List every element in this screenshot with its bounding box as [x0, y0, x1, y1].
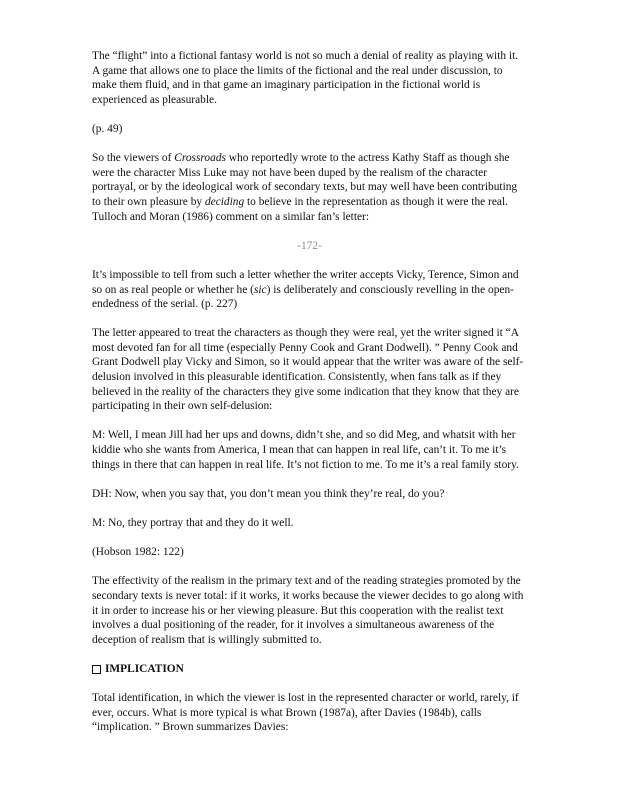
- paragraph-devoted-fan: The letter appeared to treat the characters as though they were real, yet the writer signed it “A most devoted fan for all time (especially Penny Cook and Grant Dodwell). ” Penny Cook and Grant Dodwell play Vicky and Simon, so it would appear that the writer was aware of the self-delusion involved in this pleasurable identification. Consistently, when fans talk as if they believed in the reality of the characters they give some indication that they know that they are participating in their own self-delusion:: [92, 327, 524, 413]
- paragraph-letter-quote: It’s impossible to tell from such a letter whether the writer accepts Vicky, Terence, Simon and so on as real people or whether he (sic) is deliberately and consciously revelling in the open-endedness of the serial. (p. 227): [92, 268, 519, 311]
- interview-m-2: M: No, they portray that and they do it well.: [92, 517, 294, 529]
- paragraph-crossroads: So the viewers of Crossroads who reportedly wrote to the actress Kathy Staff as though she were the character Miss Luke may not have been duped by the realism of the character portrayal, or by the ideological work of secondary texts, but may well have been contributing to their own pleasure by deciding to believe in the representation as though it were the real. Tulloch and Moran (1986) comment on a similar fan’s letter:: [92, 152, 518, 223]
- document-page: [92, 49, 527, 750]
- interview-dh: DH: Now, when you say that, you don’t mean you think they’re real, do you?: [92, 487, 445, 500]
- interview-m-1: M: Well, I mean Jill had her ups and downs, didn’t she, and so did Meg, and whatsit with her kiddie who she wants from America, I mean that can happen in real life, can’t it. To me it’s things in there that can happen in real life. It’s not fiction to me. To me it’s a real family story.: [92, 429, 519, 471]
- paragraph-identification: Total identification, in which the viewer is lost in the represented character or world, rarely, if ever, occurs. What is more typical is what Brown (1987a), after Davies (1984b), calls “implication. ” Brown summarizes Davies:: [92, 692, 519, 734]
- paragraph-flight-quote: The “flight” into a fictional fantasy world is not so much a denial of reality as playing with it. A game that allows one to place the limits of the fictional and the real under discussion, to make them fluid, and in that game an imaginary participation in the fictional world is experienced as pleasurable.: [92, 50, 519, 106]
- page-number: -172-: [297, 239, 322, 252]
- section-heading: IMPLICATION: [92, 662, 527, 677]
- square-bullet-icon: [92, 665, 101, 674]
- citation-hobson: (Hobson 1982: 122): [92, 546, 184, 559]
- paragraph-effectivity: The effectivity of the realism in the primary text and of the reading strategies promoted by the secondary texts is never total: if it works, it works because the viewer decides to go along with it in order to increase his or her viewing pleasure. But this cooperation with the realist text involves a dual positioning of the reader, for it involves a simultaneous awareness of the deception of realism that is willingly submitted to.: [92, 575, 524, 646]
- citation-p49: (p. 49): [92, 122, 123, 135]
